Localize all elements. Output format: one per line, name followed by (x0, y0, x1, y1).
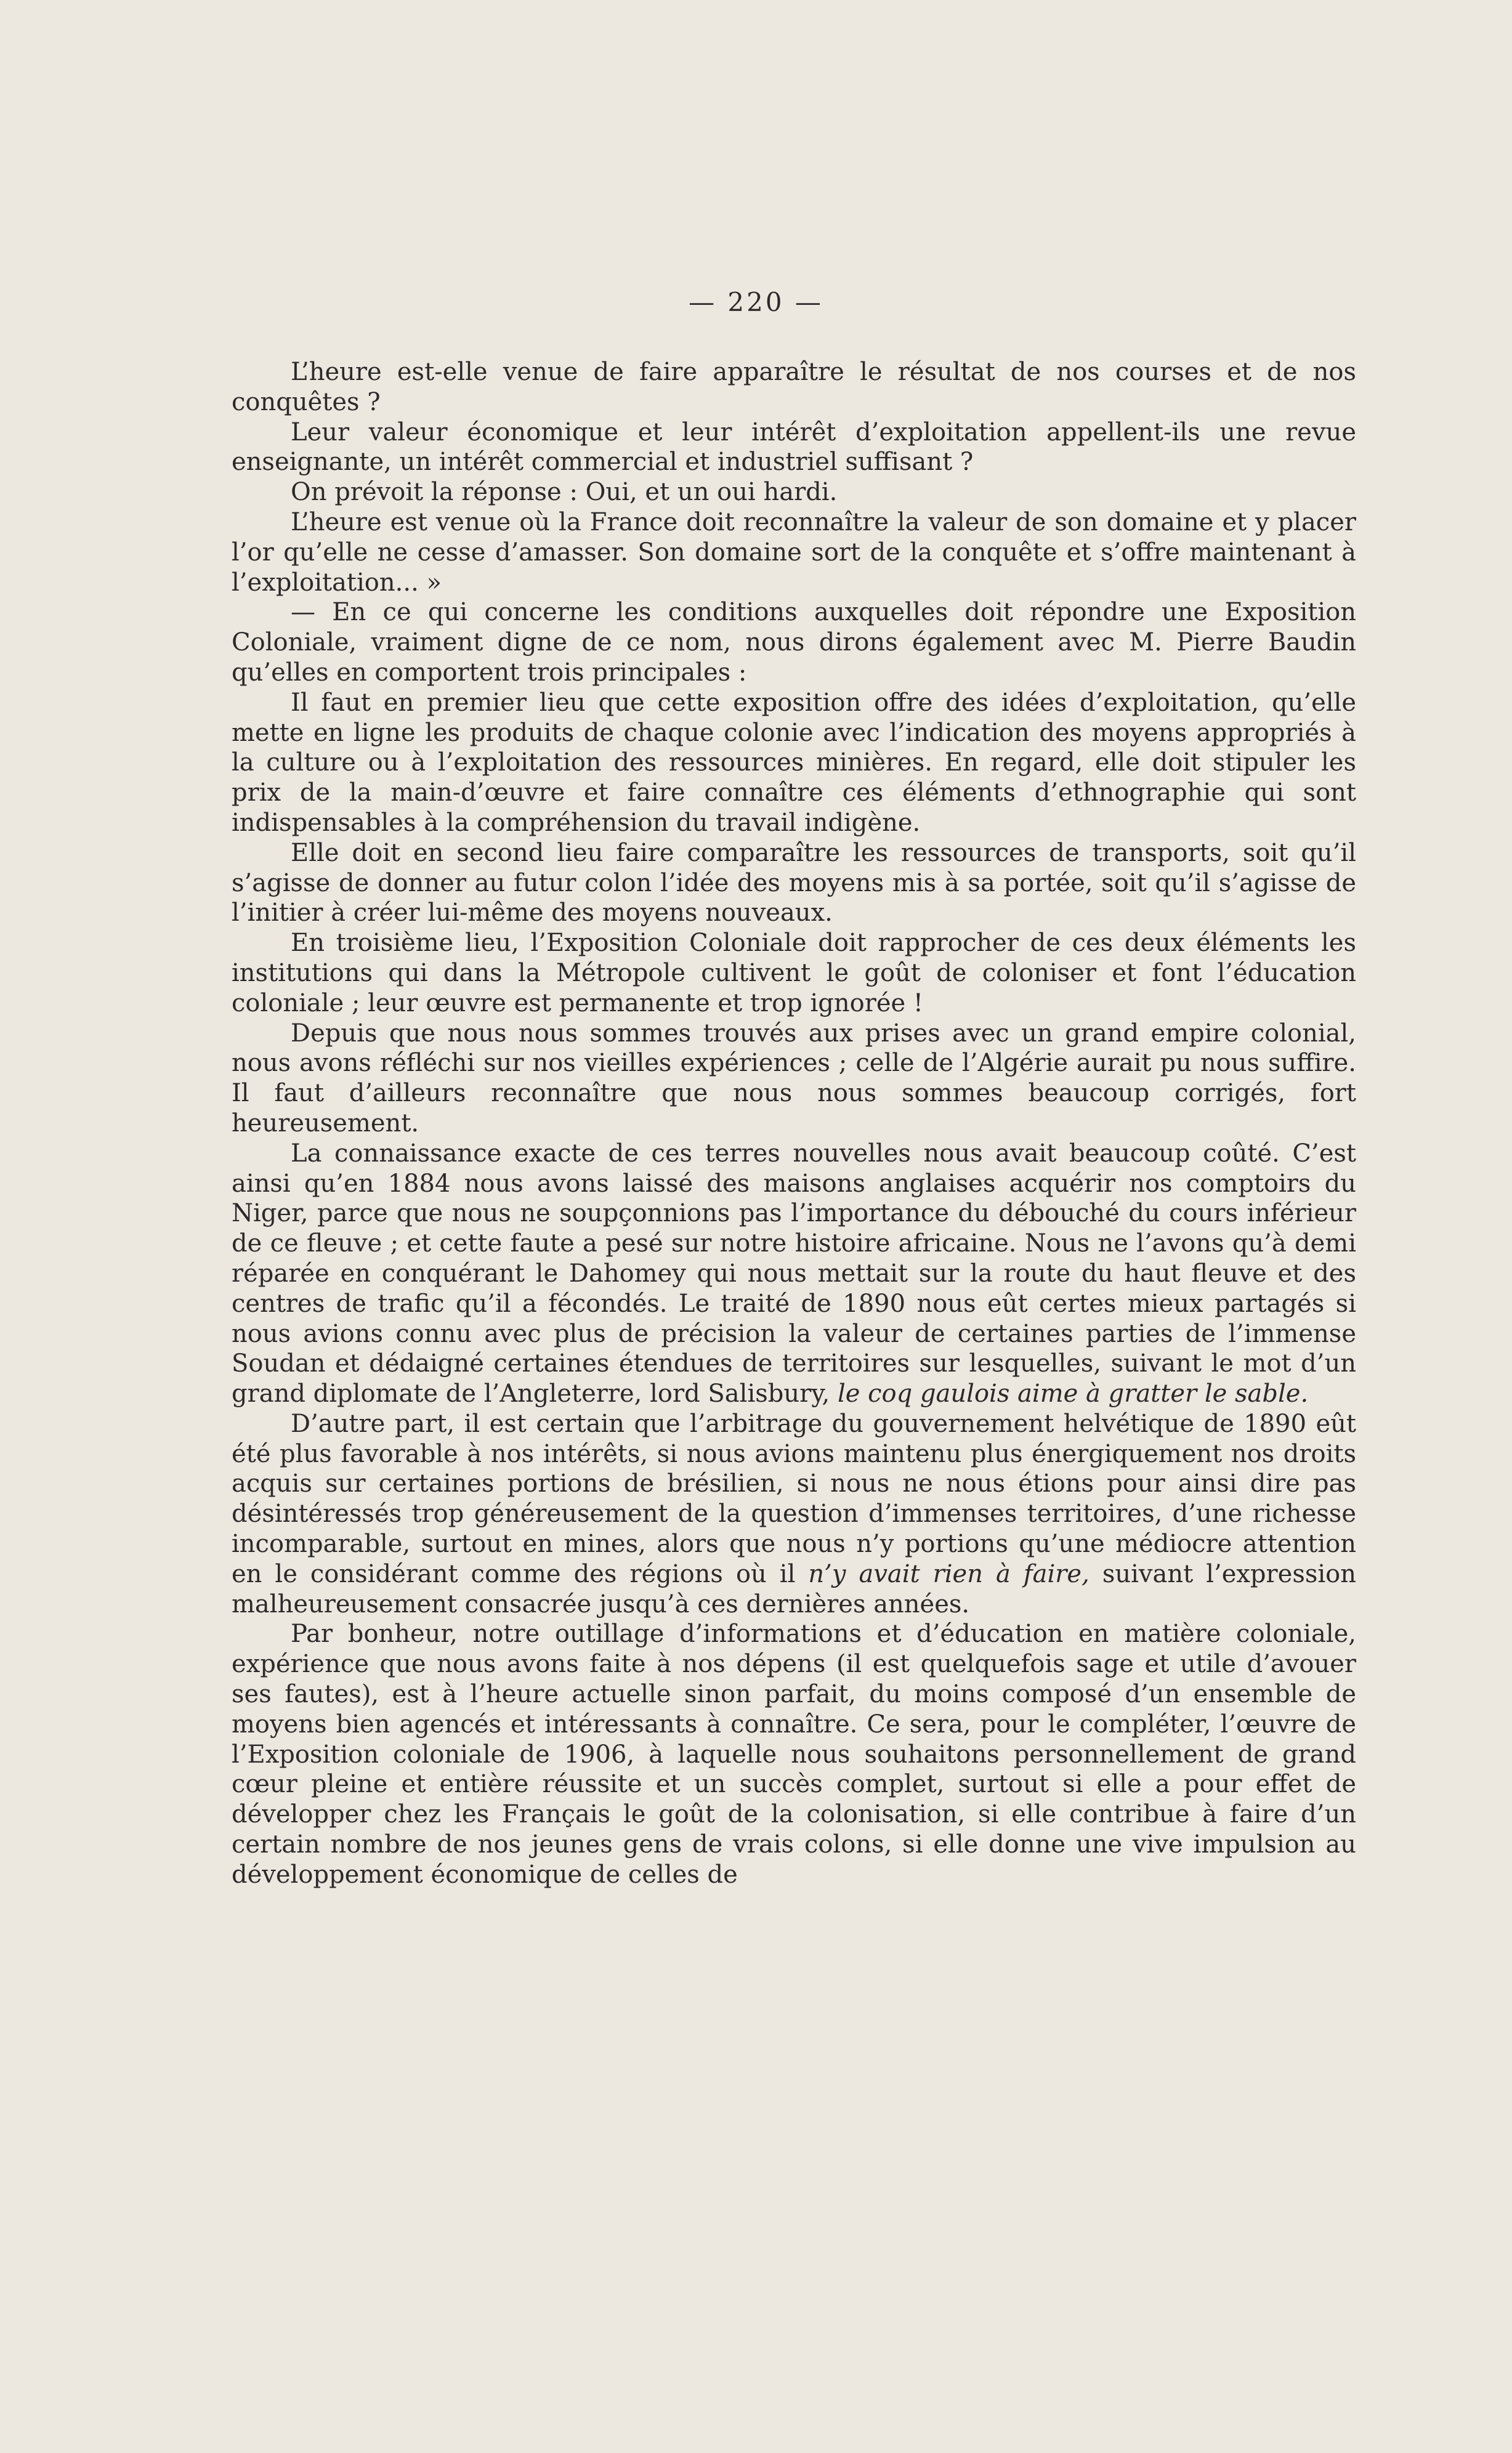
paragraph-12: Par bonheur, notre outillage d’informations et d’éducation en matière coloniale, expérience que nous avons faite à nos dépens (il est quelquefois sage et utile d’avouer ses fautes), est à l’heure actuelle sinon parfait, du moins composé d’un ensemble de moyens bien agencés et intéressants à connaître. Ce sera, pour le compléter, l’œuvre de l’Exposition coloniale de 1906, à laquelle nous souhaitons personnellement de grand cœur pleine et entière réussite et un succès complet, surtout si elle a pour effet de développer chez les Français le goût de la colonisation, si elle contribue à faire d’un certain nombre de nos jeunes gens de vrais colons, si elle donne une vive impulsion au développement économique de celles de (232, 1620, 1356, 1889)
italic-quote: n’y avait rien à faire, (808, 1559, 1090, 1588)
paragraph-1: L’heure est-elle venue de faire apparaître le résultat de nos courses et de nos conquêtes ? (232, 358, 1356, 416)
paragraph-8: En troisième lieu, l’Exposition Coloniale doit rapprocher de ces deux éléments les institutions qui dans la Métropole cultivent le goût de coloniser et font l’éducation coloniale ; leur œuvre est permanente et trop ignorée ! (232, 929, 1356, 1017)
paragraph-11: D’autre part, il est certain que l’arbitrage du gouvernement helvétique de 1890 eût été plus favorable à nos intérêts, si nous avions maintenu plus énergiquement nos droits acquis sur certaines portions de brésilien, si nous ne nous étions pour ainsi dire pas désintéressés trop généreusement de la question d’immenses territoires, d’une richesse incomparable, surtout en mines, alors que nous n’y portions qu’une médiocre attention en le considérant comme des régions où il n’y avait rien à faire, suivant l’expression malheureusement consacrée jusqu’à ces dernières années. (232, 1409, 1357, 1618)
paragraph-2: Leur valeur économique et leur intérêt d’exploitation appellent-ils une revue enseignante, un intérêt commercial et industriel suffisant ? (232, 418, 1356, 477)
paragraph-3: On prévoit la réponse : Oui, et un oui hardi. (291, 478, 838, 507)
paragraph-10: La connaissance exacte de ces terres nouvelles nous avait beaucoup coûté. C’est ainsi qu’en 1884 nous avons laissé des maisons anglaises acquérir nos comptoirs du Niger, parce que nous ne soupçonnions pas l’importance du débouché du cours inférieur de ce fleuve ; et cette faute a pesé sur notre histoire africaine. Nous ne l’avons qu’à demi réparée en conquérant le Dahomey qui nous mettait sur la route du haut fleuve et des centres de trafic qu’il a fécondés. Le traité de 1890 nous eût certes mieux partagés si nous avions connu avec plus de précision la valeur de certaines parties de l’immense Soudan et dédaigné certaines étendues de territoires sur lesquelles, suivant le mot d’un grand diplomate de l’Angleterre, lord Salisbury, le coq gaulois aime à gratter le sable. (232, 1139, 1356, 1408)
body-text (232, 357, 1356, 1890)
paragraph-6: Il faut en premier lieu que cette exposition offre des idées d’exploitation, qu’elle mette en ligne les produits de chaque colonie avec l’indication des moyens appropriés à la culture ou à l’exploitation des ressources minières. En regard, elle doit stipuler les prix de la main-d’œuvre et faire connaître ces éléments d’ethnographie qui sont indispensables à la compréhension du travail indigène. (232, 688, 1356, 837)
paragraph-5: — En ce qui concerne les conditions auxquelles doit répondre une Exposition Coloniale, vraiment digne de ce nom, nous dirons également avec M. Pierre Baudin qu’elles en comportent trois principales : (232, 598, 1356, 687)
page-number: — 220 — (689, 287, 823, 317)
paragraph-7: Elle doit en second lieu faire comparaître les ressources de transports, soit qu’il s’agisse de donner au futur colon l’idée des moyens mis à sa portée, soit qu’il s’agisse de l’initier à créer lui-même des moyens nouveaux. (232, 838, 1356, 927)
paragraph-4: L’heure est venue où la France doit reconnaître la valeur de son domaine et y placer l’or qu’elle ne cesse d’amasser. Son domaine sort de la conquête et s’offre maintenant à l’exploitation... » (232, 507, 1356, 597)
italic-quote: le coq gaulois aime à gratter le sable. (837, 1380, 1309, 1408)
paragraph-9: Depuis que nous nous sommes trouvés aux prises avec un grand empire colonial, nous avons réfléchi sur nos vieilles expériences ; celle de l’Algérie aurait pu nous suffire. Il faut d’ailleurs reconnaître que nous nous sommes beaucoup corrigés, fort heureusement. (232, 1019, 1356, 1138)
